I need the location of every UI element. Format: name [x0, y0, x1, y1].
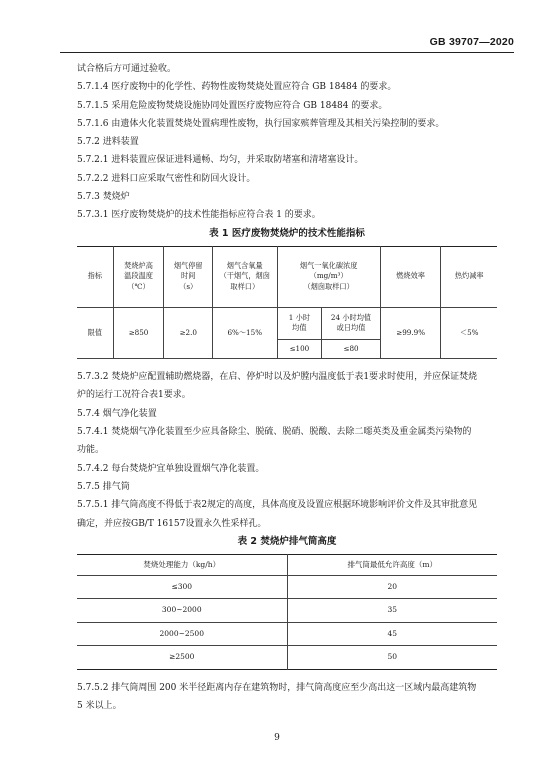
table2-header-capacity: 焚烧处理能力（kg/h） [77, 554, 287, 575]
table-row [77, 646, 497, 670]
section-heading: 5.7.3 焚烧炉 [77, 192, 130, 203]
table1-row-label: 限值 [77, 307, 113, 359]
page-content [77, 63, 497, 718]
table1-header-oxygen: 烟气含氧量 （干烟气，烟囱 取样口） [213, 246, 277, 307]
table2 [77, 554, 497, 670]
table2-cell-height: 50 [387, 652, 398, 662]
section-heading: 5.7.5 排气筒 [77, 481, 130, 492]
table1-header-ignition-loss: 热灼减率 [441, 246, 497, 307]
paragraph: 5 米以上。 [77, 701, 122, 712]
paragraph: 试合格后方可通过验收。 [77, 64, 177, 74]
table1-cell-ignition-loss: ＜5% [441, 307, 497, 359]
table1-cell-co-24h: ≤80 [322, 340, 381, 359]
table2-cell-capacity: ≥2500 [77, 646, 287, 670]
table1-header-residence: 烟气停留 时间 （s） [164, 246, 213, 307]
paragraph: 5.7.1.4 医疗废物中的化学性、药物性废物焚烧处置应符合 GB 18484 的要求。 [77, 82, 397, 93]
table-row [77, 599, 497, 623]
table2-caption: 表 2 焚烧炉排气筒高度 [237, 535, 337, 547]
table2-cell-height: 35 [287, 599, 497, 623]
paragraph: 5.7.3.2 焚烧炉应配置辅助燃烧器，在启、停炉时以及炉膛内温度低于表1要求时使用，并应保证焚烧 [77, 372, 478, 383]
table1-cell-co-1h: ≤100 [277, 340, 322, 359]
table1-subheader-co-24h: 24 小时均值 或日均值 [322, 307, 381, 340]
table2-header-height: 排气筒最低允许高度（m） [287, 554, 497, 575]
table1-cell-oxygen: 6%～15% [213, 307, 277, 359]
table1 [77, 246, 497, 360]
section-heading: 5.7.4 烟气净化装置 [77, 408, 157, 419]
paragraph: 5.7.1.6 由遗体火化装置焚烧处置病理性废物，执行国家殡葬管理及其相关污染控制的要求。 [77, 118, 445, 129]
table2-cell-capacity: 2000~2500 [77, 622, 287, 646]
paragraph: 功能。 [77, 445, 105, 456]
table1-cell-efficiency: ≥99.9% [380, 307, 441, 359]
table2-cell-height: 20 [287, 575, 497, 599]
section-heading: 5.7.2 进料装置 [77, 137, 139, 148]
paragraph: 炉的运行工况符合表1要求。 [77, 390, 191, 401]
page-number: 9 [274, 733, 280, 743]
table2-cell-capacity: 300~2000 [77, 599, 287, 623]
table1-header-temp: 焚烧炉高 温段温度 （℃） [113, 246, 164, 307]
paragraph: 确定，并应按GB/T 16157设置永久性采样孔。 [77, 518, 267, 529]
paragraph: 5.7.5.2 排气筒周围 200 米半径距离内存在建筑物时，排气筒高度应至少高出这一区域内最高建筑物 [77, 682, 477, 693]
paragraph: 5.7.4.1 焚烧烟气净化装置至少应具备除尘、脱硫、脱硝、脱酸、去除二噁英类及重金属类污染物的 [77, 427, 472, 438]
paragraph: 5.7.4.2 每台焚烧炉宜单独设置烟气净化装置。 [77, 463, 265, 474]
table2-cell-height: 45 [287, 622, 497, 646]
table1-header-efficiency: 燃烧效率 [380, 246, 441, 307]
table1-subheader-co-1h: 1 小时 均值 [277, 307, 322, 340]
table1-header-indicator: 指标 [77, 246, 113, 307]
table2-cell-capacity: ≤300 [77, 575, 287, 599]
table-row [77, 622, 497, 646]
table1-cell-temp: ≥850 [113, 307, 164, 359]
paragraph: 5.7.1.5 采用危险废物焚烧设施协同处置医疗废物应符合 GB 18484 的要求。 [77, 100, 388, 111]
paragraph: 5.7.2.1 进料装置应保证进料通畅、均匀，并采取防堵塞和清堵塞设计。 [77, 155, 364, 166]
table-row [77, 575, 497, 599]
paragraph: 5.7.2.2 进料口应采取气密性和防回火设计。 [77, 173, 256, 184]
header-rule [60, 52, 514, 53]
table1-cell-residence: ≥2.0 [164, 307, 213, 359]
table1-caption: 表 1 医疗废物焚烧炉的技术性能指标 [209, 227, 365, 239]
table1-header-co: 烟气一氧化碳浓度 （mg/m³） （烟囱取样口） [277, 246, 380, 307]
standard-number: GB 39707—2020 [429, 36, 514, 48]
paragraph: 5.7.5.1 排气筒高度不得低于表2规定的高度，具体高度及设置应根据环境影响评价文件及其审批意见 [77, 500, 478, 511]
paragraph: 5.7.3.1 医疗废物焚烧炉的技术性能指标应符合表 1 的要求。 [77, 210, 321, 221]
